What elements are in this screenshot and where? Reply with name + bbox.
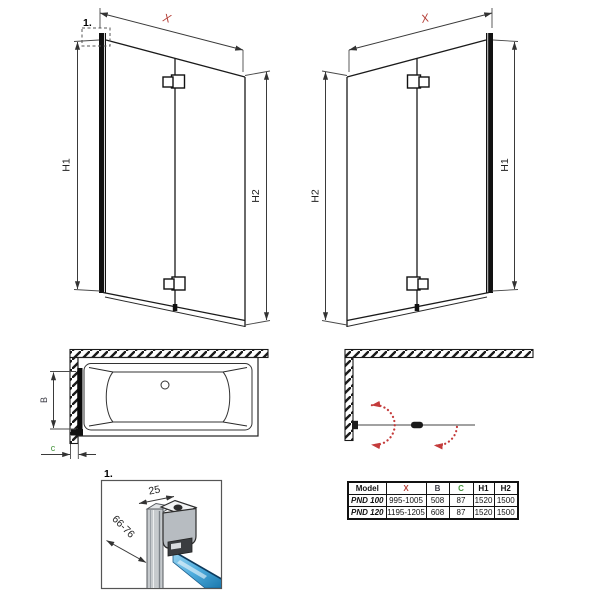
swing-arc-outer	[435, 427, 457, 446]
cell-b: 508	[426, 495, 449, 507]
bathtub-rim	[78, 358, 258, 437]
dim-x-label: X	[161, 12, 172, 26]
spec-table	[347, 481, 519, 520]
cell-x: 1195-1205	[387, 508, 425, 517]
dim-b-label: B	[39, 396, 49, 404]
wall-hatch-top	[70, 350, 268, 358]
fold-swing-plan-view	[345, 350, 533, 446]
detail-callout-label: 1.	[83, 17, 92, 29]
detail-label: 1.	[104, 468, 113, 480]
cell-h1: 1520	[474, 508, 493, 517]
spec-table-header-row	[348, 482, 518, 495]
spec-header-c: C	[449, 482, 473, 495]
spec-header-model: Model	[348, 482, 386, 495]
dim-x-label: X	[420, 12, 431, 26]
wall-hatch-top	[345, 350, 533, 358]
center-hinge	[411, 422, 423, 428]
spec-header-x: X	[386, 482, 426, 495]
spec-header-h2: H2	[494, 482, 518, 495]
bathtub-plan-view	[39, 350, 268, 460]
wall-profile-3d	[147, 509, 163, 589]
screen-bottom-bracket	[71, 429, 83, 436]
cell-c: 87	[449, 495, 473, 507]
dim-66-76-label: 66-76	[109, 513, 137, 541]
spec-table-row	[348, 507, 518, 520]
cell-model: PND 100	[348, 495, 386, 507]
spec-header-h1: H1	[473, 482, 494, 495]
screen-panel-plan	[77, 368, 82, 433]
cell-h2: 1500	[494, 495, 518, 507]
dim-h1-label: H1	[60, 158, 73, 172]
dim-25-label: 25	[147, 483, 162, 498]
dim-c-label: c	[50, 443, 56, 453]
drain-hole	[161, 381, 169, 389]
wall-pivot	[352, 421, 358, 429]
cell-model: PND 120	[348, 507, 386, 520]
cell-x: 995-1005	[386, 495, 426, 507]
cell-c: 87	[449, 507, 473, 520]
spec-header-b: B	[426, 482, 449, 495]
wall-profile	[486, 33, 493, 293]
spec-table-row	[348, 495, 518, 507]
front-view-left	[61, 8, 271, 327]
cell-h2: 1500	[494, 507, 518, 520]
cell-b: 608	[426, 507, 449, 520]
dim-h2-label: H2	[250, 189, 262, 203]
front-view-right	[310, 8, 519, 327]
dim-h2-label: H2	[309, 189, 322, 203]
wall-hatch-left	[345, 358, 353, 441]
cell-h1: 1520	[474, 496, 493, 505]
dim-h1-label: H1	[499, 158, 511, 172]
profile-detail-view	[102, 468, 222, 589]
